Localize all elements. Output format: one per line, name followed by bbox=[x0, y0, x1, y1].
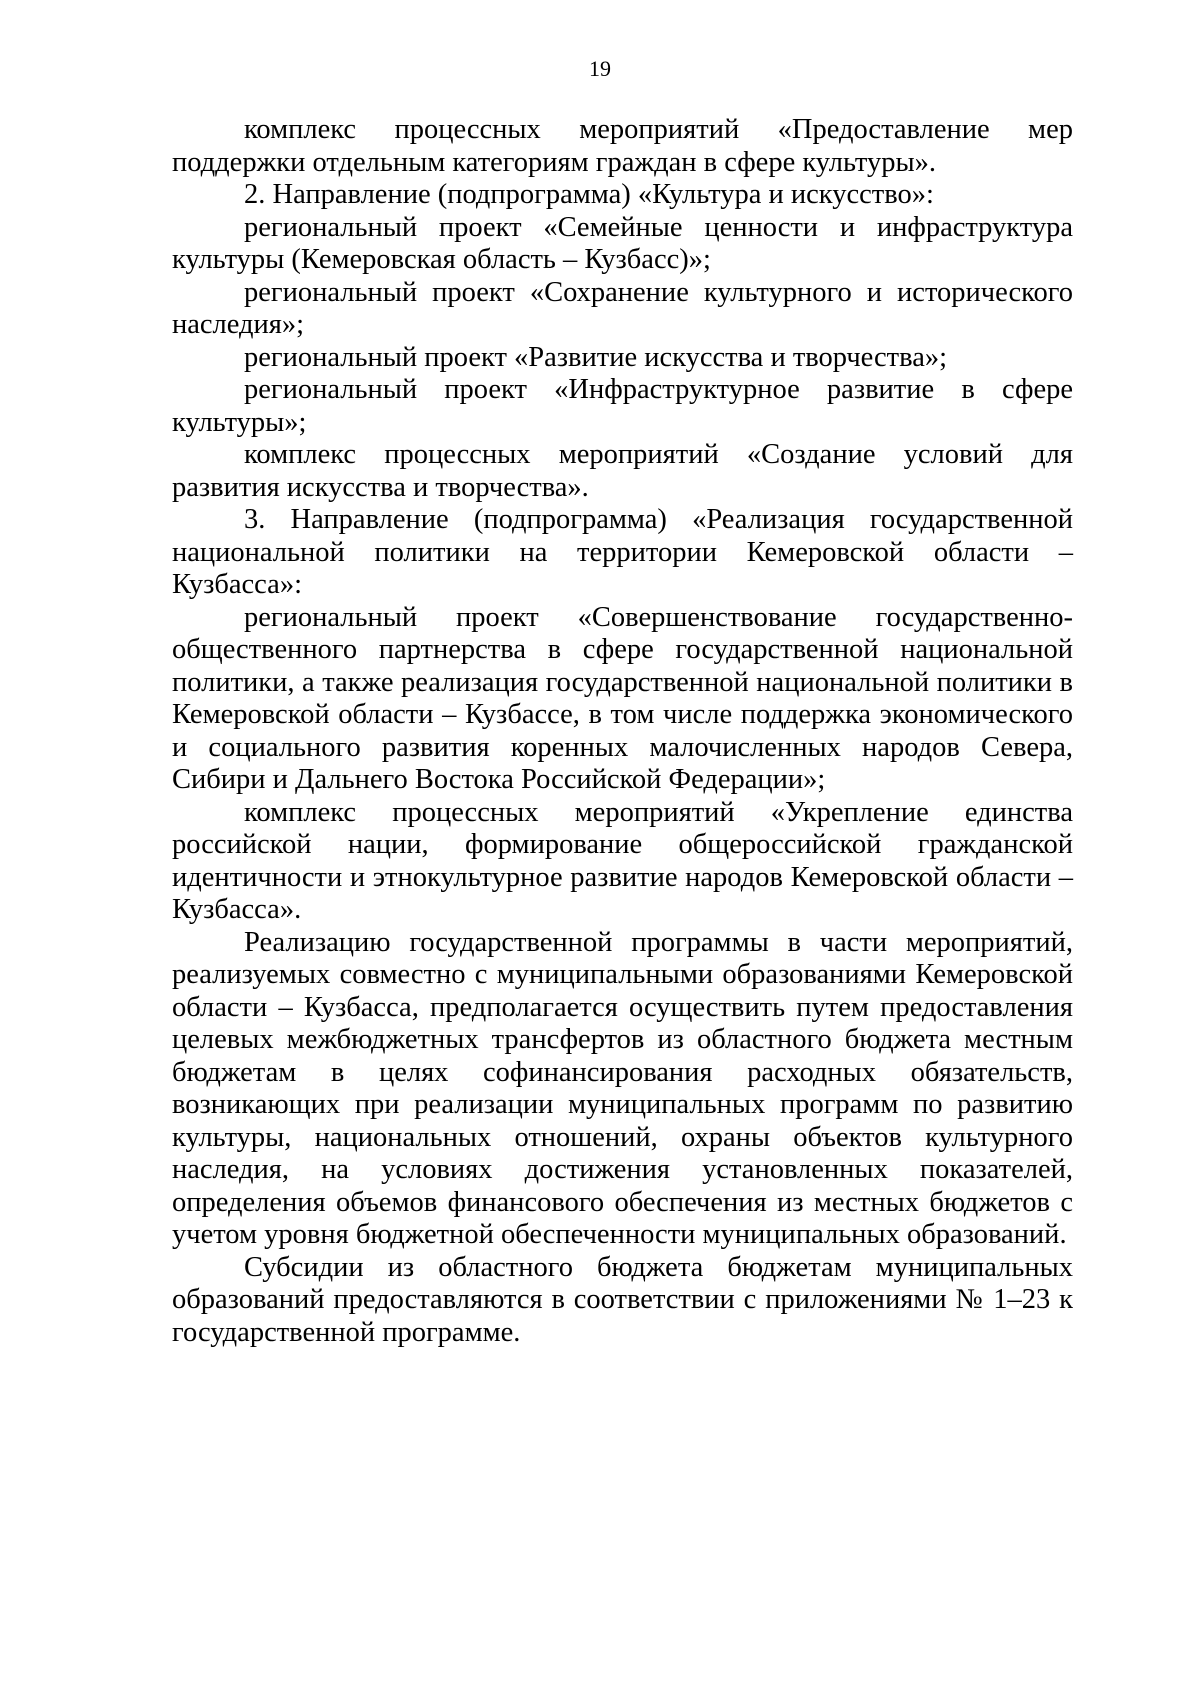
paragraph: комплекс процессных мероприятий «Создание условий для развития искусства и творчества». bbox=[172, 439, 1073, 503]
page-number: 19 bbox=[589, 56, 611, 81]
paragraph: региональный проект «Развитие искусства и творчества»; bbox=[244, 341, 948, 373]
paragraph: Субсидии из областного бюджета бюджетам муниципальных образований предоставляются в соответствии с приложениями № 1–23 к государственной программе. bbox=[172, 1251, 1073, 1348]
paragraph: 3. Направление (подпрограмма) «Реализация государственной национальной политики на территории Кемеровской области – Кузбасса»: bbox=[172, 504, 1073, 600]
paragraph: Реализацию государственной программы в части мероприятий, реализуемых совместно с муниципальными образованиями Кемеровской области – Кузбасса, предполагается осуществить путем предоставления целевых межбюджетных трансфертов из областного бюджета местным бюджетам в целях софинансирования расходных обязательств, возникающих при реализации муниципальных программ по развитию культуры, национальных отношений, охраны объектов культурного наследия, на условиях достижения установленных показателей, определения объемов финансового обеспечения из местных бюджетов с учетом уровня бюджетной обеспеченности муниципальных образований. bbox=[172, 926, 1073, 1250]
paragraph: 2. Направление (подпрограмма) «Культура и искусство»: bbox=[244, 179, 934, 210]
paragraph: региональный проект «Сохранение культурного и исторического наследия»; bbox=[172, 276, 1073, 340]
paragraph: региональный проект «Семейные ценности и инфраструктура культуры (Кемеровская область – Кузбасс)»; bbox=[172, 211, 1073, 275]
paragraph: региональный проект «Совершенствование государственно-общественного партнерства в сфере государственной национальной политики, а также реализация государственной национальной политики в Кемеровской области – Кузбассе, в том числе поддержка экономического и социального развития коренных малочисленных народов Севера, Сибири и Дальнего Востока Российской Федерации»; bbox=[172, 601, 1073, 795]
document-body bbox=[172, 114, 1073, 1349]
paragraph: комплекс процессных мероприятий «Предоставление мер поддержки отдельным категориям граждан в сфере культуры». bbox=[172, 114, 1073, 178]
paragraph: региональный проект «Инфраструктурное развитие в сфере культуры»; bbox=[172, 374, 1073, 438]
paragraph: комплекс процессных мероприятий «Укрепление единства российской нации, формирование общероссийской гражданской идентичности и этнокультурное развитие народов Кемеровской области – Кузбасса». bbox=[172, 796, 1073, 925]
